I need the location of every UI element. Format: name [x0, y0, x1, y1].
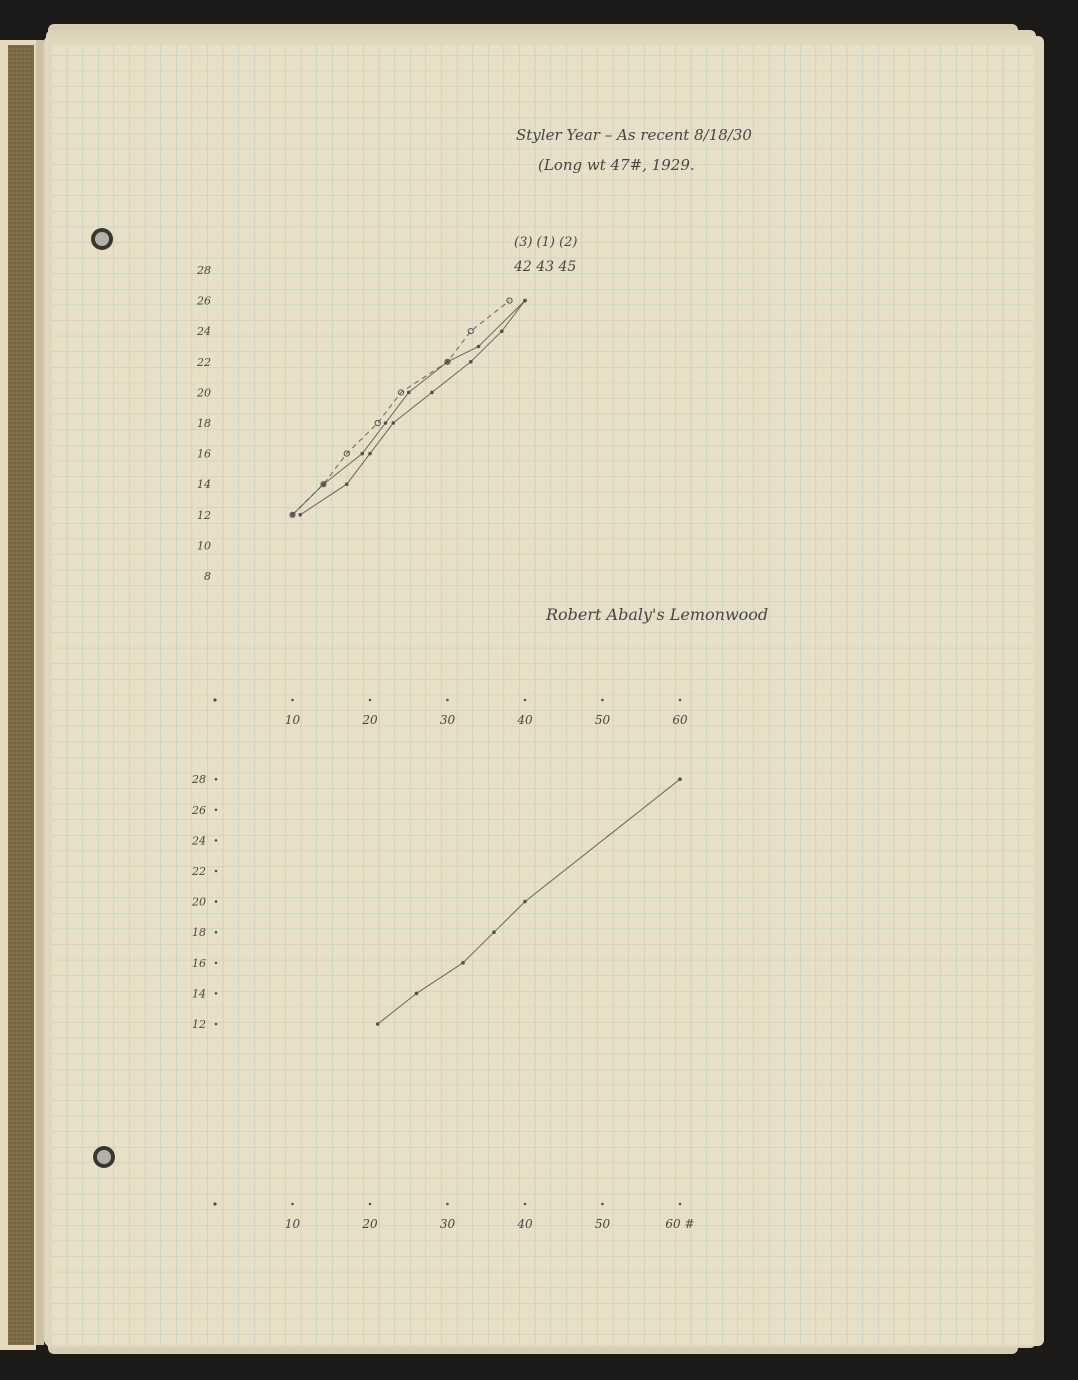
data-point	[523, 900, 527, 904]
series-id-label: (3) (1) (2)	[514, 235, 578, 250]
y-tick-mark	[215, 839, 218, 842]
x-tick-label: 20	[362, 713, 378, 727]
x-tick-label: 50	[594, 713, 611, 727]
x-tick-mark	[446, 1203, 449, 1206]
y-tick-label: 12	[197, 508, 211, 522]
data-point	[500, 329, 504, 333]
y-tick-label: 24	[192, 834, 206, 848]
header-note-line1: Styler Year – As recent 8/18/30	[516, 126, 752, 144]
x-tick-mark	[524, 699, 527, 702]
y-tick-label: 12	[192, 1018, 206, 1031]
data-point	[415, 992, 419, 996]
origin-mark	[213, 1202, 216, 1205]
data-point	[298, 513, 302, 517]
series-value-label: 42 43 45	[514, 259, 577, 275]
x-tick-label: 40	[517, 713, 533, 727]
data-point	[477, 345, 481, 349]
data-point	[523, 299, 527, 303]
subtitle-note: Robert Abaly's Lemonwood	[546, 605, 769, 624]
y-tick-label: 26	[197, 294, 211, 308]
data-point	[345, 482, 349, 486]
y-tick-mark	[215, 962, 218, 965]
y-tick-label: 14	[197, 478, 211, 492]
data-point	[492, 930, 496, 934]
y-tick-label: 22	[192, 865, 206, 878]
x-tick-mark	[679, 699, 682, 702]
data-point	[291, 513, 295, 517]
y-tick-label: 16	[197, 447, 211, 461]
y-tick-label: 16	[192, 956, 206, 970]
y-tick-label: 20	[197, 386, 211, 400]
y-tick-label: 22	[197, 355, 211, 369]
y-tick-label: 28	[197, 264, 211, 277]
data-point	[678, 777, 682, 781]
data-point	[360, 452, 364, 456]
x-tick-mark	[291, 1203, 294, 1206]
y-tick-mark	[215, 900, 218, 903]
y-tick-mark	[215, 992, 218, 995]
data-point	[469, 360, 473, 364]
x-tick-mark	[679, 1203, 682, 1206]
data-point	[322, 482, 326, 486]
x-tick-mark	[601, 699, 604, 702]
x-tick-label: 30	[439, 713, 456, 727]
x-tick-mark	[369, 1203, 372, 1206]
data-point	[391, 421, 395, 425]
x-tick-mark	[601, 1203, 604, 1206]
y-tick-mark	[215, 1023, 218, 1026]
y-tick-label: 28	[192, 773, 206, 787]
y-tick-mark	[215, 931, 218, 934]
data-point	[384, 421, 388, 425]
data-point	[430, 391, 434, 395]
y-tick-label: 10	[197, 539, 211, 553]
data-point	[461, 961, 465, 965]
data-point	[376, 1022, 380, 1026]
x-tick-label: 40	[517, 1217, 533, 1231]
y-tick-mark	[215, 870, 218, 873]
y-tick-label: 8	[204, 570, 211, 583]
y-tick-label: 14	[192, 987, 206, 1001]
x-tick-label: 10	[284, 1217, 301, 1231]
x-tick-label: 10	[284, 713, 301, 727]
x-tick-mark	[369, 699, 372, 702]
x-tick-label: 30	[439, 1217, 456, 1231]
x-tick-mark	[446, 699, 449, 702]
y-tick-mark	[215, 809, 218, 812]
book-binding	[0, 40, 44, 1350]
y-tick-label: 18	[192, 926, 206, 940]
y-tick-label: 18	[197, 417, 211, 430]
x-tick-mark	[524, 1203, 527, 1206]
x-tick-mark	[291, 699, 294, 702]
y-tick-label: 20	[192, 895, 206, 909]
x-tick-label: 60 #	[665, 1217, 695, 1231]
data-point	[368, 452, 372, 456]
x-tick-label: 20	[362, 1217, 378, 1231]
y-tick-mark	[215, 778, 218, 781]
y-tick-label: 24	[197, 325, 211, 339]
x-tick-label: 50	[594, 1217, 611, 1231]
data-point	[407, 391, 411, 395]
x-tick-label: 60	[672, 713, 688, 727]
y-tick-label: 26	[192, 803, 206, 817]
origin-mark	[213, 698, 216, 701]
data-point	[446, 360, 450, 364]
header-note-line2: (Long wt 47#, 1929.	[538, 156, 695, 174]
